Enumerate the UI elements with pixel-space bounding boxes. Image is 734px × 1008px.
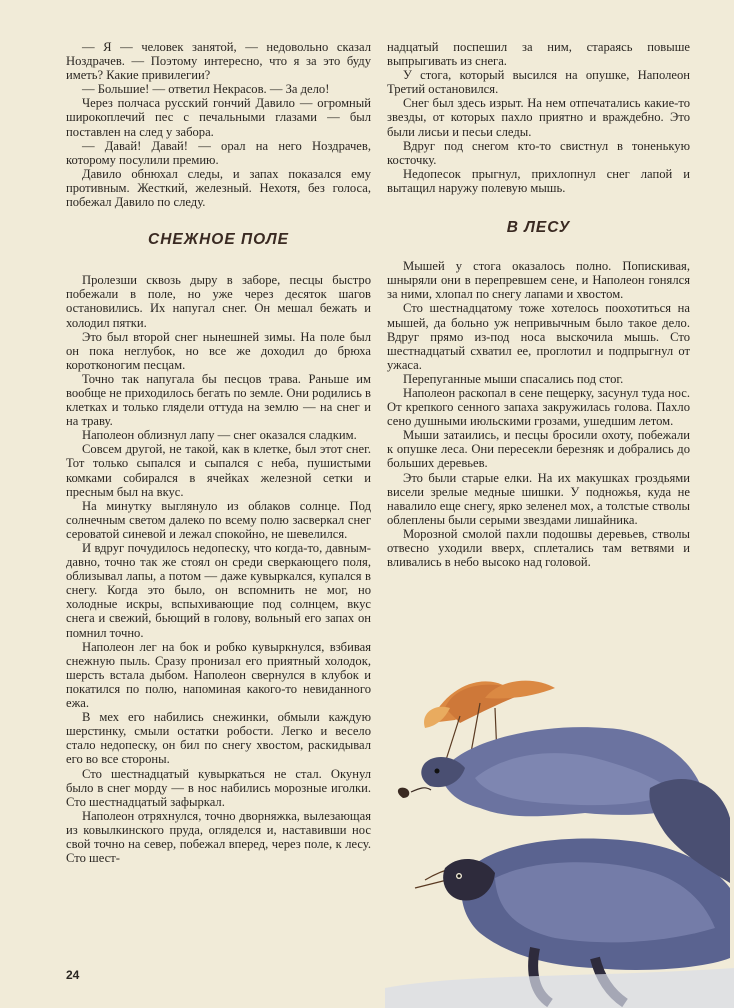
paragraph: Мыши затаились, и песцы бросили охоту, побежали к опушке леса. Они пересекли березняк и добрались до больших деревьев. <box>387 428 690 471</box>
paragraph: Давило обнюхал следы, и запах показался ему противным. Жесткий, железный. Нехотя, без голоса, побежал Давило по следу. <box>66 166 371 210</box>
paragraph: В мех его набились снежинки, обмыли каждую шерстинку, смыли остатки робости. Легко и весело стало недопеску, он бил по снегу хвостом, раскидывал его во все стороны. <box>66 710 371 767</box>
paragraph: Совсем другой, не такой, как в клетке, был этот снег. Тот только сыпался и сыпался с неба, пушистыми комками собирался в ячейках железной сетки и пресным был на вкус. <box>66 442 371 499</box>
paragraph: надцатый поспешил за ним, стараясь повыше выпрыгивать из снега. <box>387 40 690 69</box>
paragraph: Наполеон раскопал в сене пещерку, засунул туда нос. От крепкого сенного запаха закружилась голова. Пахло сено душными июльскими грозами, ушедшим летом. <box>387 385 690 429</box>
paragraph: Наполеон лег на бок и робко кувыркнулся, взбивая снежную пыль. Сразу пронизал его приятный холодок, шерсть встала дыбом. Наполеон свернулся в клубок и покатился по полю, напоминая какого-то невиданного ежа. <box>66 639 371 711</box>
paragraph: Наполеон облизнул лапу — снег оказался сладким. <box>82 428 357 443</box>
paragraph: — Я — человек занятой, — недовольно сказал Ноздрачев. — Поэтому интересно, что я за это буду иметь? Какие привилегии? <box>66 40 371 83</box>
arctic-foxes-illustration <box>385 668 734 1008</box>
mouse-illustration <box>398 788 409 798</box>
page-number: 24 <box>66 968 80 982</box>
paragraph: — Давай! Давай! — орал на него Ноздрачев, которому посулили премию. <box>66 138 371 167</box>
section-heading-in-forest: В ЛЕСУ <box>506 219 571 237</box>
right-column <box>387 40 690 569</box>
paragraph: Вдруг под снегом кто-то свистнул в тоненькую косточку. <box>387 138 690 167</box>
paragraph: Это был второй снег нынешней зимы. На поле был он пока неглубок, но все же доходил до брюха коротконогим песцам. <box>66 329 371 372</box>
paragraph: Наполеон отряхнулся, точно дворняжка, вылезающая из ковылкинского пруда, огляделся и, наставивши нос свой точно на север, побежал вперед, через поле, к лесу. Сто шест- <box>66 808 371 866</box>
paragraph: На минутку выглянуло из облаков солнце. Под солнечным светом далеко по всему полю засверкал снег сероватой синевой и лежал спокойно, не шевелился. <box>66 498 371 541</box>
foliage-branch-illustration <box>424 681 555 728</box>
paragraph: Мышей у стога оказалось полно. Попискивая, шныряли они в перепревшем сене, и Наполеон гонялся за ними, хлопал по снегу лапами и хвостом. <box>387 259 690 302</box>
left-column <box>66 40 371 865</box>
paragraph: Недопесок прыгнул, прихлопнул снег лапой и вытащил наружу полевую мышь. <box>387 166 690 195</box>
paragraph: Это были старые елки. На их макушках гроздьями висели зрелые медные шишки. У подножья, куда не навалило еще снегу, ярко зеленел мох, а толстые стволы облеплены были серыми звездами лишайника. <box>387 470 690 527</box>
section-heading-snow-field: СНЕЖНОЕ ПОЛЕ <box>148 231 289 249</box>
paragraph: Перепуганные мыши спасались под стог. <box>403 371 624 386</box>
paragraph: — Большие! — ответил Некрасов. — За дело! <box>82 82 330 97</box>
paragraph: Снег был здесь изрыт. На нем отпечатались какие-то звезды, от которых пахло приятно и враждебно. Это были лисьи и песьи следы. <box>387 96 690 139</box>
paragraph: Сто шестнадцатому тоже хотелось поохотиться на мышей, да больно уж непривычным было такое дело. Вдруг прямо из-под носа выскочила мышь. Сто шестнадцатый схватил ее, проглотил и подпрыгнул от ужаса. <box>387 301 690 372</box>
paragraph: Пролезши сквозь дыру в заборе, песцы быстро побежали в поле, но уже через десяток шагов остановились. Их напугал снег. Он мешал бежать и холодил пятки. <box>66 273 371 330</box>
paragraph: Точно так напугала бы песцов трава. Раньше им вообще не приходилось бегать по земле. Они родились в клетках и только глядели оттуда на землю — на снег и на траву. <box>66 371 371 429</box>
paragraph: Сто шестнадцатый кувыркаться не стал. Окунул было в снег морду — в нос набились морозные иголки. Сто шестнадцатый зафыркал. <box>66 766 371 809</box>
paragraph: Через полчаса русский гончий Давило — огромный широкоплечий пес с печальными глазами — был поставлен на след у забора. <box>66 96 371 139</box>
paragraph: У стога, который высился на опушке, Наполеон Третий остановился. <box>387 68 690 97</box>
paragraph: Морозной смолой пахли подошвы деревьев, стволы отвесно уходили вверх, сплетались там ветвями и вливались в небо высоко над головой. <box>387 526 690 570</box>
snow-ground-illustration <box>385 968 734 1008</box>
paragraph: И вдруг почудилось недопеску, что когда-то, давным-давно, точно так же стоял он среди сверкающего поля, облизывал лапы, а потом — даже кувыркался, купался в снегу. Когда это было, он вспомнить не мог, но холодные искры, вспыхивающие под солнцем, вкус снега и свежий, бьющий в голову, вольный его запах он помнил точно. <box>66 541 371 640</box>
